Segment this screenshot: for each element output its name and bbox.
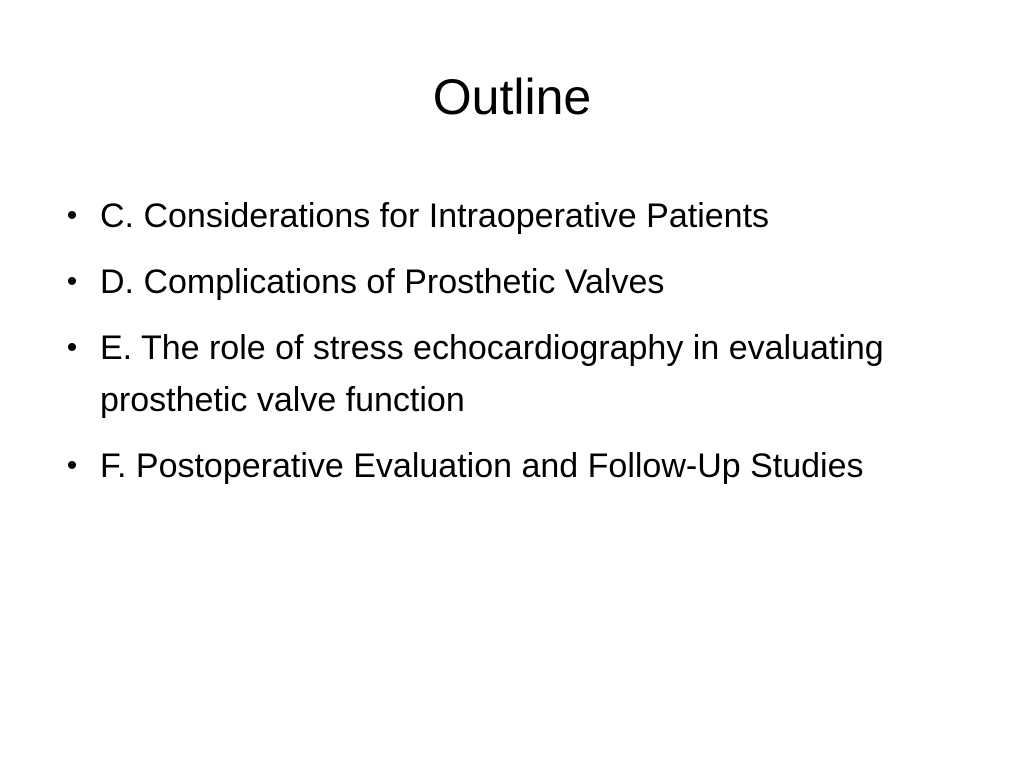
bullet-text: D. Complications of Prosthetic Valves xyxy=(100,263,665,301)
bullet-text: E. The role of stress echocardiography in evaluating prosthetic valve function xyxy=(100,329,884,419)
bullet-item xyxy=(62,190,942,242)
bullet-text: C. Considerations for Intraoperative Patients xyxy=(100,197,770,235)
bullet-item xyxy=(62,440,942,492)
bullet-item xyxy=(62,256,942,308)
bullet-icon: • xyxy=(66,449,78,482)
bullet-list xyxy=(62,190,942,506)
bullet-icon: • xyxy=(66,331,78,364)
slide-title: Outline xyxy=(432,69,592,125)
bullet-text: F. Postoperative Evaluation and Follow-Up Studies xyxy=(100,447,864,485)
bullet-icon: • xyxy=(66,265,78,298)
bullet-item xyxy=(62,322,942,426)
bullet-icon: • xyxy=(66,199,78,232)
